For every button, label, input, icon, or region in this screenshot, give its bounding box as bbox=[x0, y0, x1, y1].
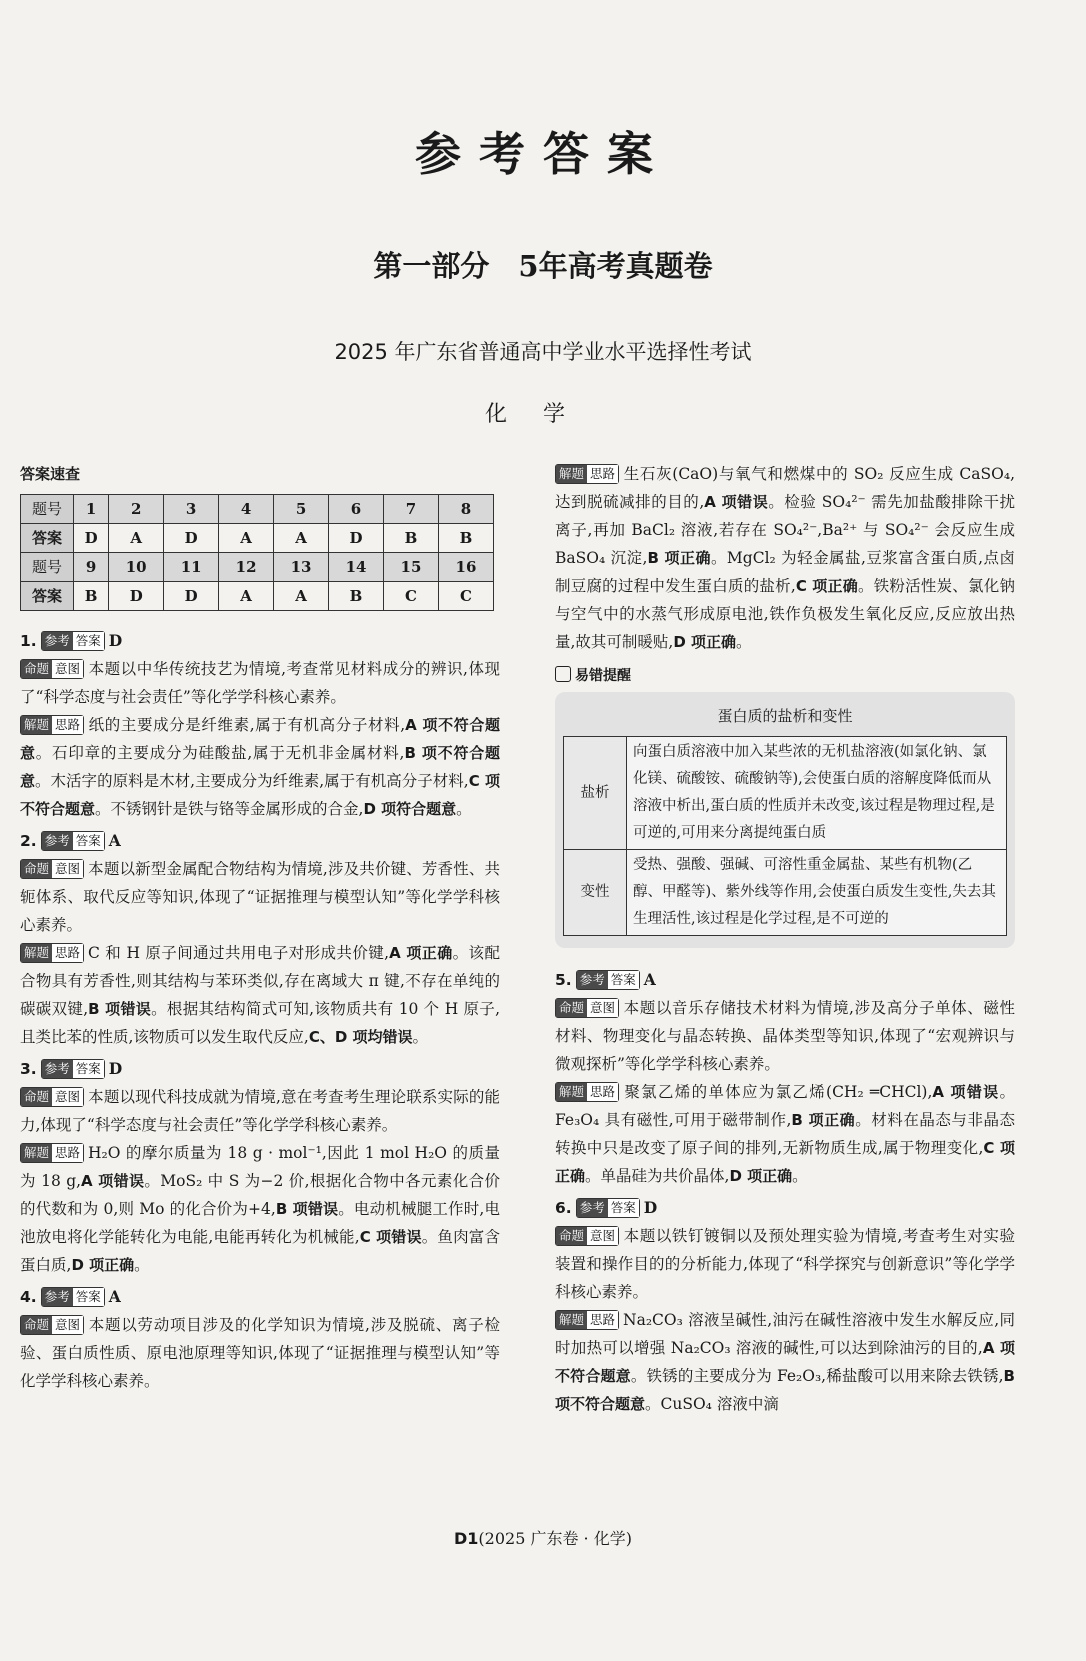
pencil-icon bbox=[555, 666, 571, 682]
intent-paragraph: 命题 意图 本题以音乐存储技术材料为情境,涉及高分子单体、磁性材料、物理变化与晶态转换、晶体类型等知识,体现了“宏观辨识与微观探析”等化学学科核心素养。 bbox=[555, 999, 1015, 1073]
answer-line bbox=[20, 627, 500, 655]
row-label: 答案 bbox=[21, 582, 74, 611]
table-cell: D bbox=[74, 524, 109, 553]
table-cell: 10 bbox=[109, 553, 164, 582]
tip-box bbox=[555, 692, 1015, 948]
row-label: 题号 bbox=[21, 495, 74, 524]
table-cell: A bbox=[274, 582, 329, 611]
table-cell: 13 bbox=[274, 553, 329, 582]
intent-tag: 命题 意图 bbox=[20, 1315, 84, 1335]
answer-tag: 参考 答案 bbox=[41, 631, 105, 651]
tip-key: 变性 bbox=[564, 850, 627, 936]
table-cell: 11 bbox=[164, 553, 219, 582]
intent-paragraph: 命题 意图 本题以铁钉镀铜以及预处理实验为情境,考查考生对实验装置和操作目的的分析能力,体现了“科学探究与创新意识”等化学学科核心素养。 bbox=[555, 1227, 1015, 1301]
table-cell: C bbox=[383, 582, 438, 611]
intent-tag: 命题 意图 bbox=[20, 1087, 84, 1107]
question-6 bbox=[555, 1194, 1015, 1418]
answer-value: A bbox=[108, 1287, 121, 1306]
tip-table bbox=[563, 736, 1007, 936]
answer-line bbox=[20, 827, 500, 855]
table-cell: B bbox=[329, 582, 384, 611]
answer-value: D bbox=[108, 1059, 123, 1078]
idea-tag: 解题 思路 bbox=[20, 943, 84, 963]
answer-value: D bbox=[108, 631, 123, 650]
table-cell: 14 bbox=[329, 553, 384, 582]
part-title: 第一部分 5年高考真题卷 bbox=[373, 249, 713, 283]
table-cell: D bbox=[164, 524, 219, 553]
question-number: 2. bbox=[20, 832, 37, 850]
table-cell: A bbox=[274, 524, 329, 553]
table-cell: 15 bbox=[383, 553, 438, 582]
intent-tag: 命题 意图 bbox=[555, 998, 619, 1018]
intent-tag: 命题 意图 bbox=[20, 659, 84, 679]
table-cell: C bbox=[438, 582, 493, 611]
question-3 bbox=[20, 1055, 500, 1279]
table-cell: 4 bbox=[219, 495, 274, 524]
question-number: 1. bbox=[20, 632, 37, 650]
table-row bbox=[21, 553, 494, 582]
answer-tag: 参考 答案 bbox=[41, 1287, 105, 1307]
table-cell: 7 bbox=[383, 495, 438, 524]
table-cell: A bbox=[219, 582, 274, 611]
question-number: 6. bbox=[555, 1199, 572, 1217]
table-row bbox=[21, 524, 494, 553]
idea-tag: 解题 思路 bbox=[555, 1310, 619, 1330]
idea-paragraph: 解题 思路 生石灰(CaO)与氧气和燃煤中的 SO₂ 反应生成 CaSO₄,达到脱硫减排的目的,A 项错误。检验 SO₄²⁻ 需先加盐酸排除干扰离子,再加 BaCl₂ 溶液,若存在 SO₄²⁻,Ba²⁺ 与 SO₄²⁻ 会反应生成 BaSO₄ 沉淀,B 项正确。MgCl₂ 为轻金属盐,豆浆富含蛋白质,点卤制豆腐的过程中发生蛋白质的盐析,C 项正确。铁粉活性炭、氯化钠与空气中的水蒸气形成原电池,铁作负极发生氧化反应,反应放出热量,故其可制暖贴,D 项正确。 bbox=[555, 465, 1016, 651]
table-row bbox=[21, 495, 494, 524]
table-cell: D bbox=[109, 582, 164, 611]
tip-title: 蛋白质的盐析和变性 bbox=[717, 707, 853, 725]
table-cell: 3 bbox=[164, 495, 219, 524]
idea-tag: 解题 思路 bbox=[20, 1143, 84, 1163]
table-row bbox=[564, 850, 1007, 936]
table-cell: 12 bbox=[219, 553, 274, 582]
question-number: 4. bbox=[20, 1288, 37, 1306]
tip-text: 受热、强酸、强碱、可溶性重金属盐、某些有机物(乙醇、甲醛等)、紫外线等作用,会使蛋白质发生变性,失去其生理活性,该过程是化学过程,是不可逆的 bbox=[627, 850, 1007, 936]
table-cell: 5 bbox=[274, 495, 329, 524]
footer-source: (2025 广东卷 · 化学) bbox=[478, 1529, 632, 1548]
table-cell: 16 bbox=[438, 553, 493, 582]
answer-line bbox=[555, 1194, 1015, 1222]
idea-paragraph: 解题 思路 C 和 H 原子间通过共用电子对形成共价键,A 项正确。该配合物具有芳香性,则其结构与苯环类似,存在离域大 π 键,不存在单纯的碳碳双键,B 项错误。根据其结构简式可知,该物质共有 10 个 H 原子,且类比苯的性质,该物质可以发生取代反应,C、D 项均错误。 bbox=[20, 944, 500, 1046]
answer-value: A bbox=[643, 970, 656, 989]
tip-text: 向蛋白质溶液中加入某些浓的无机盐溶液(如氯化钠、氯化镁、硫酸铵、硫酸钠等),会使蛋白质的溶解度降低而从溶液中析出,蛋白质的性质并未改变,该过程是物理过程,是可逆的,可用来分离提纯蛋白质 bbox=[627, 737, 1007, 850]
table-cell: B bbox=[383, 524, 438, 553]
left-column bbox=[20, 460, 500, 1399]
idea-tag: 解题 思路 bbox=[555, 464, 619, 484]
answer-tag: 参考 答案 bbox=[576, 1198, 640, 1218]
answer-value: D bbox=[643, 1198, 658, 1217]
page-title: 参考答案 bbox=[415, 127, 671, 181]
table-cell: B bbox=[74, 582, 109, 611]
table-row bbox=[564, 737, 1007, 850]
question-2 bbox=[20, 827, 500, 1051]
table-cell: D bbox=[164, 582, 219, 611]
exam-title: 2025 年广东省普通高中学业水平选择性考试 bbox=[334, 340, 752, 364]
right-column bbox=[555, 460, 1015, 1422]
intent-tag: 命题 意图 bbox=[555, 1226, 619, 1246]
idea-tag: 解题 思路 bbox=[20, 715, 84, 735]
answer-value: A bbox=[108, 831, 121, 850]
subject-title: 化学 bbox=[484, 402, 601, 427]
answer-tag: 参考 答案 bbox=[41, 1059, 105, 1079]
table-row bbox=[21, 582, 494, 611]
idea-paragraph: 解题 思路 H₂O 的摩尔质量为 18 g · mol⁻¹,因此 1 mol H₂O 的质量为 18 g,A 项错误。MoS₂ 中 S 为−2 价,根据化合物中各元素化合价的代数和为 0,则 Mo 的化合价为+4,B 项错误。电动机械腿工作时,电池放电将化学能转化为电能,电能再转化为机械能,C 项错误。鱼肉富含蛋白质,D 项正确。 bbox=[20, 1144, 501, 1274]
table-cell: A bbox=[219, 524, 274, 553]
intent-paragraph: 命题 意图 本题以劳动项目涉及的化学知识为情境,涉及脱硫、离子检验、蛋白质性质、原电池原理等知识,体现了“证据推理与模型认知”等化学学科核心素养。 bbox=[20, 1316, 500, 1390]
answer-line bbox=[20, 1283, 500, 1311]
table-cell: 2 bbox=[109, 495, 164, 524]
intent-paragraph: 命题 意图 本题以现代科技成就为情境,意在考查考生理论联系实际的能力,体现了“科学态度与社会责任”等化学学科核心素养。 bbox=[20, 1088, 500, 1134]
intent-tag: 命题 意图 bbox=[20, 859, 84, 879]
question-4 bbox=[20, 1283, 500, 1395]
answer-sheet-label: 答案速查 bbox=[20, 465, 81, 483]
question-5 bbox=[555, 966, 1015, 1190]
question-1 bbox=[20, 627, 500, 823]
answer-line bbox=[555, 966, 1015, 994]
page-number: D1 bbox=[454, 1529, 479, 1548]
table-cell: 8 bbox=[438, 495, 493, 524]
idea-paragraph: 解题 思路 纸的主要成分是纤维素,属于有机高分子材料,A 项不符合题意。石印章的主要成分为硅酸盐,属于无机非金属材料,B 项不符合题意。木活字的原料是木材,主要成分为纤维素,属于有机高分子材料,C 项不符合题意。不锈钢针是铁与铬等金属形成的合金,D 项符合题意。 bbox=[20, 716, 500, 818]
answer-table bbox=[20, 494, 494, 611]
table-cell: 6 bbox=[329, 495, 384, 524]
row-label: 题号 bbox=[21, 553, 74, 582]
answer-tag: 参考 答案 bbox=[41, 831, 105, 851]
table-cell: 9 bbox=[74, 553, 109, 582]
answer-line bbox=[20, 1055, 500, 1083]
question-number: 5. bbox=[555, 971, 572, 989]
intent-paragraph: 命题 意图 本题以新型金属配合物结构为情境,涉及共价键、芳香性、共轭体系、取代反应等知识,体现了“证据推理与模型认知”等化学学科核心素养。 bbox=[20, 860, 500, 934]
idea-paragraph: 解题 思路 聚氯乙烯的单体应为氯乙烯(CH₂ ═CHCl),A 项错误。Fe₃O₄ 具有磁性,可用于磁带制作,B 项正确。材料在晶态与非晶态转换中只是改变了原子间的排列,无新物质生成,属于物理变化,C 项正确。单晶硅为共价晶体,D 项正确。 bbox=[555, 1083, 1016, 1185]
row-label: 答案 bbox=[21, 524, 74, 553]
page-footer bbox=[0, 1526, 1086, 1549]
idea-tag: 解题 思路 bbox=[555, 1082, 619, 1102]
tip-key: 盐析 bbox=[564, 737, 627, 850]
intent-paragraph: 命题 意图 本题以中华传统技艺为情境,考查常见材料成分的辨识,体现了“科学态度与社会责任”等化学学科核心素养。 bbox=[20, 660, 500, 706]
question-number: 3. bbox=[20, 1060, 37, 1078]
table-cell: B bbox=[438, 524, 493, 553]
idea-paragraph: 解题 思路 Na₂CO₃ 溶液呈碱性,油污在碱性溶液中发生水解反应,同时加热可以增强 Na₂CO₃ 溶液的碱性,可以达到除油污的目的,A 项不符合题意。铁锈的主要成分为 Fe₂O₃,稀盐酸可以用来除去铁锈,B 项不符合题意。CuSO₄ 溶液中滴 bbox=[555, 1311, 1015, 1413]
table-cell: 1 bbox=[74, 495, 109, 524]
table-cell: A bbox=[109, 524, 164, 553]
table-cell: D bbox=[329, 524, 384, 553]
answer-tag: 参考 答案 bbox=[576, 970, 640, 990]
tip-heading: 易错提醒 bbox=[555, 662, 1015, 690]
